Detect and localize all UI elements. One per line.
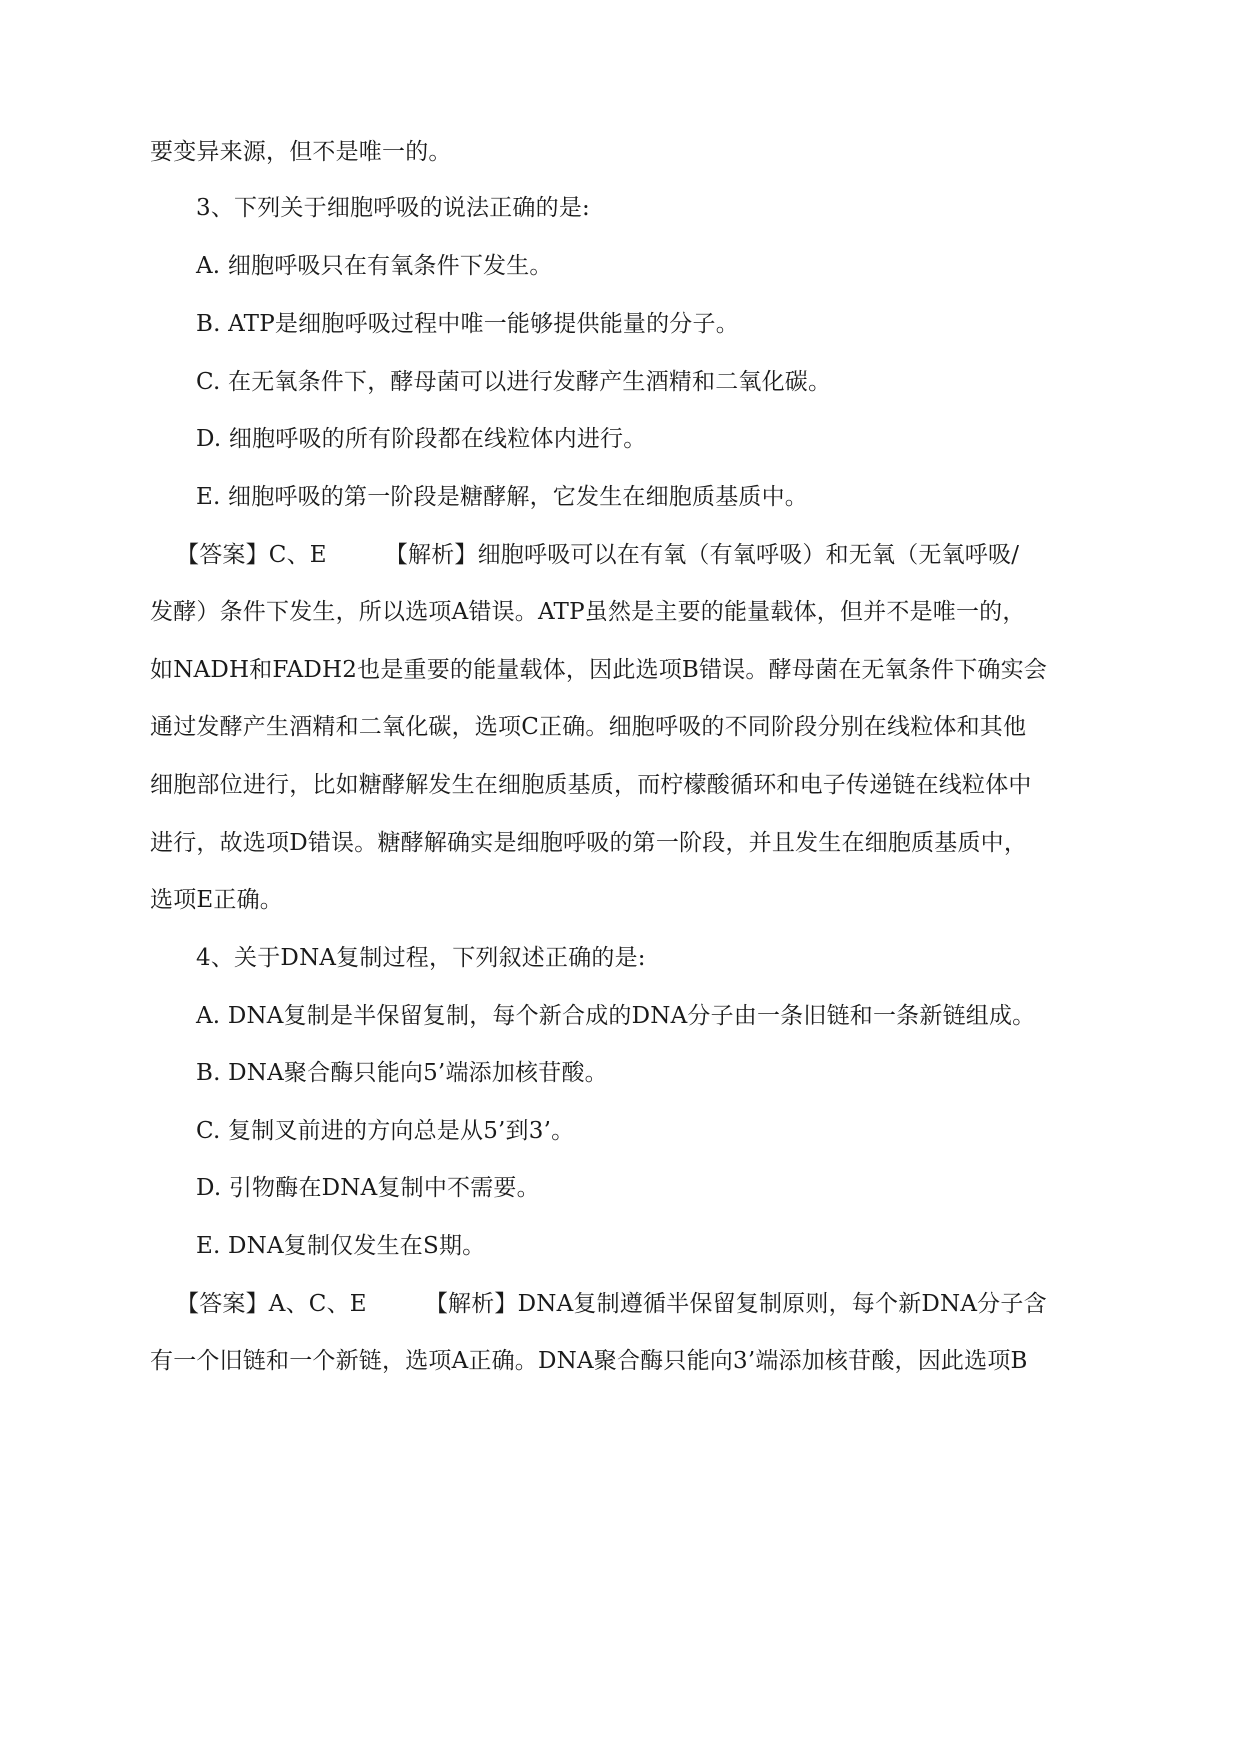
question-4-option-e: E. DNA复制仅发生在S期。 xyxy=(196,1233,486,1259)
continuation-text: 要变异来源，但不是唯一的。 xyxy=(150,139,452,165)
question-3-option-e: E. 细胞呼吸的第一阶段是糖酵解，它发生在细胞质基质中。 xyxy=(196,484,809,510)
question-3-stem: 3、下列关于细胞呼吸的说法正确的是: xyxy=(196,195,590,221)
question-4-option-c: C. 复制叉前进的方向总是从5’到3’。 xyxy=(196,1118,575,1144)
question-3-analysis-line-5: 细胞部位进行，比如糖酵解发生在细胞质基质，而柠檬酸循环和电子传递链在线粒体中 xyxy=(150,772,1032,798)
question-4-option-a: A. DNA复制是半保留复制，每个新合成的DNA分子由一条旧链和一条新链组成。 xyxy=(196,1003,1036,1029)
question-4-answer: 【答案】A、C、E xyxy=(176,1291,367,1317)
question-3-option-b: B. ATP是细胞呼吸过程中唯一能够提供能量的分子。 xyxy=(196,311,739,337)
question-3-analysis-line-1: 【解析】细胞呼吸可以在有氧（有氧呼吸）和无氧（无氧呼吸/ xyxy=(384,542,1020,568)
question-3-analysis-line-2: 发酵）条件下发生，所以选项A错误。ATP虽然是主要的能量载体，但并不是唯一的， xyxy=(150,599,1026,625)
question-4-option-d: D. 引物酶在DNA复制中不需要。 xyxy=(196,1175,540,1201)
question-3-option-a: A. 细胞呼吸只在有氧条件下发生。 xyxy=(196,253,553,279)
question-3-answer: 【答案】C、E xyxy=(176,542,327,568)
question-3-analysis-line-7: 选项E正确。 xyxy=(150,887,283,913)
question-4-analysis-line-2: 有一个旧链和一个新链，选项A正确。DNA聚合酶只能向3’端添加核苷酸，因此选项B xyxy=(150,1348,1028,1374)
question-3-option-d: D. 细胞呼吸的所有阶段都在线粒体内进行。 xyxy=(196,426,647,452)
question-3-analysis-line-6: 进行，故选项D错误。糖酵解确实是细胞呼吸的第一阶段，并且发生在细胞质基质中， xyxy=(150,830,1028,856)
question-4-answer-line xyxy=(176,1289,1047,1319)
question-3-analysis-line-4: 通过发酵产生酒精和二氧化碳，选项C正确。细胞呼吸的不同阶段分别在线粒体和其他 xyxy=(150,714,1027,740)
question-3-analysis-line-3: 如NADH和FADH2也是重要的能量载体，因此选项B错误。酵母菌在无氧条件下确实会 xyxy=(150,657,1048,683)
question-4-analysis-line-1: 【解析】DNA复制遵循半保留复制原则，每个新DNA分子含 xyxy=(424,1291,1047,1317)
question-3-option-c: C. 在无氧条件下，酵母菌可以进行发酵产生酒精和二氧化碳。 xyxy=(196,369,832,395)
question-3-answer-line xyxy=(176,540,1019,570)
question-4-option-b: B. DNA聚合酶只能向5’端添加核苷酸。 xyxy=(196,1060,608,1086)
question-4-stem: 4、关于DNA复制过程，下列叙述正确的是: xyxy=(196,945,646,971)
